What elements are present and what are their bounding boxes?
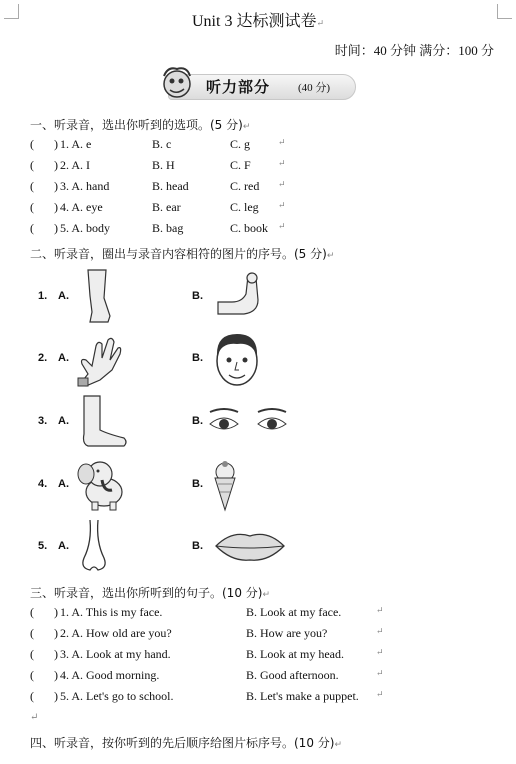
answer-blank-open[interactable]: (	[30, 179, 34, 193]
answer-blank-open[interactable]: (	[30, 668, 34, 682]
face-icon[interactable]	[210, 328, 264, 388]
answer-blank-open[interactable]: (	[30, 647, 34, 661]
paragraph-mark: ↵	[278, 200, 286, 210]
elephant-icon[interactable]	[74, 456, 130, 512]
mouth-icon[interactable]	[212, 526, 288, 566]
listening-mascot-icon	[160, 66, 194, 102]
option-a-label: A.	[58, 352, 69, 364]
option-b-label: B.	[192, 540, 203, 552]
option-a: 1. A. e	[60, 137, 92, 151]
option-b-sentence: B. How are you?	[246, 626, 328, 640]
option-b-label: B.	[192, 352, 203, 364]
option-a-sentence: 2. A. How old are you?	[60, 626, 172, 640]
answer-blank-open[interactable]: (	[30, 200, 34, 214]
paragraph-mark: ↵	[376, 605, 384, 615]
option-b: B. head	[152, 179, 189, 193]
page-title: Unit 3 达标测试卷↵	[192, 13, 324, 30]
answer-blank-open[interactable]: (	[30, 605, 34, 619]
foot-icon[interactable]	[78, 394, 130, 452]
paragraph-mark: ↵	[376, 647, 384, 657]
ice-cream-icon[interactable]	[210, 460, 240, 512]
option-b-sentence: B. Look at my face.	[246, 605, 342, 619]
banner-label: 听力部分	[206, 78, 271, 96]
section-1-heading: 一、听录音，选出你听到的选项。(5 分)↵	[30, 118, 251, 132]
option-c: C. leg	[230, 200, 259, 214]
option-a-label: A.	[58, 478, 69, 490]
option-b-label: B.	[192, 478, 203, 490]
paragraph-mark: ↵	[376, 668, 384, 678]
hand-icon[interactable]	[74, 334, 126, 388]
question-number: 5.	[38, 540, 48, 552]
option-a-sentence: 1. A. This is my face.	[60, 605, 163, 619]
option-a-label: A.	[58, 540, 69, 552]
exam-meta: 时间：40 分钟 满分：100 分	[334, 43, 494, 58]
option-b: B. bag	[152, 221, 184, 235]
answer-blank-open[interactable]: (	[30, 158, 34, 172]
option-a-label: A.	[58, 290, 69, 302]
option-a-sentence: 3. A. Look at my hand.	[60, 647, 171, 661]
leg-icon[interactable]	[80, 268, 116, 324]
option-c: C. book	[230, 221, 269, 235]
paragraph-mark: ↵	[278, 158, 286, 168]
answer-blank-close[interactable]: )	[54, 605, 58, 619]
option-c: C. red	[230, 179, 260, 193]
banner-score: (40 分)	[298, 82, 331, 94]
question-number: 4.	[38, 478, 48, 490]
arm-icon[interactable]	[214, 272, 264, 318]
option-b-sentence: B. Look at my head.	[246, 647, 344, 661]
answer-blank-close[interactable]: )	[54, 626, 58, 640]
question-number: 1.	[38, 290, 48, 302]
nose-icon[interactable]	[78, 518, 110, 574]
paragraph-mark: ↵	[278, 221, 286, 231]
paragraph-mark: ↵	[278, 179, 286, 189]
option-b-sentence: B. Good afternoon.	[246, 668, 339, 682]
answer-blank-open[interactable]: (	[30, 221, 34, 235]
answer-blank-open[interactable]: (	[30, 626, 34, 640]
answer-blank-open[interactable]: (	[30, 137, 34, 151]
option-c: C. F	[230, 158, 251, 172]
option-c: C. g	[230, 137, 251, 151]
question-number: 3.	[38, 415, 48, 427]
option-a: 2. A. I	[60, 158, 90, 172]
option-a-sentence: 5. A. Let's go to school.	[60, 689, 174, 703]
option-b-label: B.	[192, 290, 203, 302]
answer-blank-close[interactable]: )	[54, 179, 58, 193]
answer-blank-close[interactable]: )	[54, 221, 58, 235]
listening-banner	[150, 66, 356, 104]
answer-blank-open[interactable]: (	[30, 689, 34, 703]
option-a: 3. A. hand	[60, 179, 110, 193]
option-b: B. ear	[152, 200, 181, 214]
option-a-label: A.	[58, 415, 69, 427]
answer-blank-close[interactable]: )	[54, 200, 58, 214]
paragraph-mark: ↵	[30, 712, 39, 723]
option-a-sentence: 4. A. Good morning.	[60, 668, 160, 682]
section-3-heading: 三、听录音，选出你所听到的句子。(10 分)↵	[30, 586, 270, 600]
eyes-icon[interactable]	[206, 404, 290, 440]
paragraph-mark: ↵	[278, 137, 286, 147]
question-number: 2.	[38, 352, 48, 364]
option-b-sentence: B. Let's make a puppet.	[246, 689, 359, 703]
answer-blank-close[interactable]: )	[54, 689, 58, 703]
option-b: B. c	[152, 137, 172, 151]
paragraph-mark: ↵	[376, 626, 384, 636]
option-a: 5. A. body	[60, 221, 111, 235]
section-4-heading: 四、听录音，按你听到的先后顺序给图片标序号。(10 分)↵	[30, 736, 342, 750]
answer-blank-close[interactable]: )	[54, 137, 58, 151]
section-2-heading: 二、听录音，圈出与录音内容相符的图片的序号。(5 分)↵	[30, 247, 335, 261]
answer-blank-close[interactable]: )	[54, 647, 58, 661]
answer-blank-close[interactable]: )	[54, 668, 58, 682]
option-a: 4. A. eye	[60, 200, 103, 214]
paragraph-mark: ↵	[376, 689, 384, 699]
answer-blank-close[interactable]: )	[54, 158, 58, 172]
option-b: B. H	[152, 158, 175, 172]
option-b-label: B.	[192, 415, 203, 427]
